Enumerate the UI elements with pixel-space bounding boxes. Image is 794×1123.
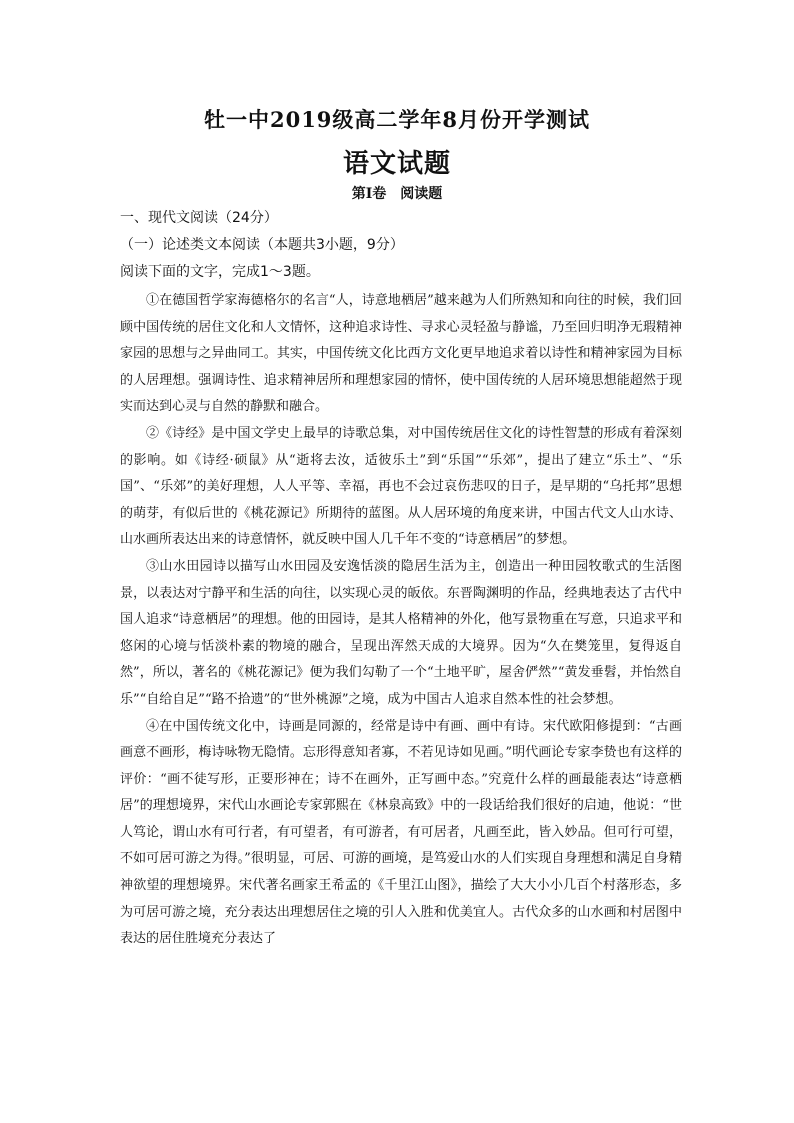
- paragraph-2: ②《诗经》是中国文学史上最早的诗歌总集，对中国传统居住文化的诗性智慧的形成有着深刻的影响。如《诗经·硕鼠》从“逝将去汝，适彼乐土”到“乐国”“乐郊”，提出了建立“乐土”、“乐国”、“乐郊”的美好理想，人人平等、幸福，再也不会过哀伤悲叹的日子，是早期的“乌托邦”思想的萌芽，有似后世的《桃花源记》所期待的蓝图。从人居环境的角度来讲，中国古代文人山水诗、山水画所表达出来的诗意情怀，就反映中国人几千年不变的“诗意栖居”的梦想。: [120, 425, 682, 548]
- paragraph-3: ③山水田园诗以描写山水田园及安逸恬淡的隐居生活为主，创造出一种田园牧歌式的生活图景，以表达对宁静平和生活的向往，以实现心灵的皈依。东晋陶渊明的作品，经典地表达了古代中国人追求“诗意栖居”的理想。他的田园诗，是其人格精神的外化，他写景物重在写意，只追求平和悠闲的心境与恬淡朴素的物境的融合，呈现出浑然天成的大境界。因为“久在樊笼里，复得返自然”，所以，著名的《桃花源记》便为我们勾勒了一个“土地平旷，屋舍俨然”“黄发垂髫，并怡然自乐”“自给自足”“路不拾遗”的“世外桃源”之境，成为中国古人追求自然本性的社会梦想。: [120, 558, 682, 707]
- exam-title: 牡一中2019级高二学年8月份开学测试: [203, 107, 591, 132]
- volume-title: 第Ⅰ卷 阅读题: [351, 186, 443, 202]
- reading-instruction: 阅读下面的文字，完成1～3题。: [120, 264, 320, 280]
- paragraph-1: ①在德国哲学家海德格尔的名言“人，诗意地栖居”越来越为人们所熟知和向往的时候，我们回顾中国传统的居住文化和人文情怀，这种追求诗性、寻求心灵轻盈与静谧，乃至回归明净无瑕精神家园的思想与之异曲同工。其实，中国传统文化比西方文化更早地追求着以诗性和精神家园为目标的人居理想。强调诗性、追求精神居所和理想家园的情怀，使中国传统的人居环境思想能超然于现实而达到心灵与自然的静默和融合。: [120, 293, 682, 415]
- subject-title: 语文试题: [342, 149, 451, 179]
- section-heading: 一、现代文阅读（24分）: [120, 210, 278, 226]
- reading-passage: [120, 288, 682, 953]
- section-subheading: （一）论述类文本阅读（本题共3小题，9分）: [120, 237, 404, 253]
- paragraph-4: ④在中国传统文化中，诗画是同源的，经常是诗中有画、画中有诗。宋代欧阳修提到：“古画画意不画形，梅诗咏物无隐情。忘形得意知者寡，不若见诗如见画。”明代画论专家李贽也有这样的评价：“画不徒写形，正要形神在；诗不在画外，正写画中态。”究竟什么样的画最能表达“诗意栖居”的理想境界，宋代山水画论专家郭熙在《林泉高致》中的一段话给我们很好的启迪，他说：“世人笃论，谓山水有可行者，有可望者，有可游者，有可居者，凡画至此，皆入妙品。但可行可望，不如可居可游之为得。”很明显，可居、可游的画境，是笃爱山水的人们实现自身理想和满足自身精神欲望的理想境界。宋代著名画家王希孟的《千里江山图》，描绘了大大小小几百个村落形态，多为可居可游之境，充分表达出理想居住之境的引人入胜和优美宜人。古代众多的山水画和村居图中表达的居住胜境充分表达了: [120, 718, 682, 947]
